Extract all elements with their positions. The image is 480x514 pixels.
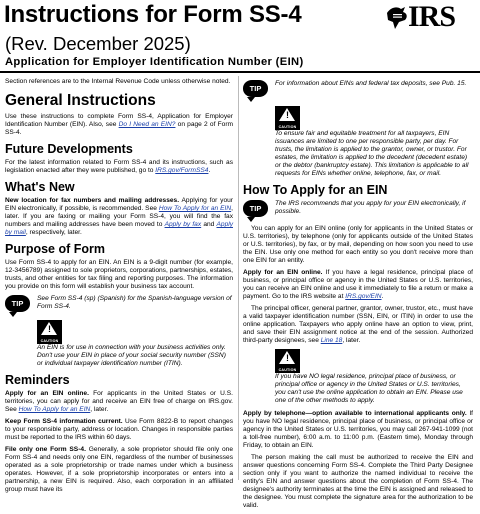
header-divider — [0, 71, 480, 73]
caution-label: CAUTION — [278, 368, 297, 372]
page-title: Instructions for Form SS-4 — [4, 1, 302, 28]
caution-icon: ! CAUTION — [37, 320, 62, 344]
whats-new-heading: What's New — [5, 180, 75, 194]
tip-text: For information about EINs and federal tax deposits, see Pub. 15. — [275, 80, 467, 87]
caution-icon: ! CAUTION — [275, 349, 300, 373]
tip-badge-label: TIP — [243, 80, 268, 97]
future-developments-text: For the latest information related to Form SS-4 and its instructions, such as legislation enacted after they were published, go to IRS.gov/FormSS4. — [5, 159, 233, 174]
caution-icon: ! CAUTION — [275, 106, 300, 130]
form-subtitle: Application for Employer Identification Number (EIN) — [5, 56, 304, 68]
tip-badge-label: TIP — [243, 200, 268, 217]
tip-icon — [5, 295, 30, 317]
caution-callout — [5, 320, 233, 368]
caution-label: CAUTION — [40, 339, 59, 343]
irs-formss4-link[interactable]: IRS.gov/FormSS4 — [155, 167, 209, 174]
apply-by-fax-link[interactable]: Apply by fax — [164, 221, 202, 228]
principal-officer-text: The principal officer, general partner, grantor, owner, trustor, etc., must have a valid taxpayer identification number (SSN, EIN, or ITIN) in order to use the online application. Taxpayers who apply online have an option to view, print, and save their EIN assignment notice at the end of the session. Authorized third-party designees, see Line 18, later. — [243, 305, 473, 344]
apply-online-text: Apply for an EIN online. If you have a legal residence, principal place of business, or principal office or agency in the United States or U.S. territories, you can receive an EIN online and use it immediately to file a return or make a payment. Go to the IRS website at IRS.gov/EIN. — [243, 269, 473, 300]
person-making-call-text: The person making the call must be authorized to receive the EIN and answer questions concerning Form SS-4. Complete the Third Party Designee section only if you want to authorize the named individual to receive the entity's EIN and answer questions about the completion of Form SS-4. The designee's authority terminates at the time the EIN is assigned and released to the designee. You must complete the signature area for the authorization to be valid. — [243, 454, 473, 509]
tip-icon — [243, 80, 268, 102]
do-i-need-ein-link[interactable]: Do I Need an EIN? — [118, 121, 176, 128]
revision-date: (Rev. December 2025) — [5, 33, 191, 54]
future-developments-heading: Future Developments — [5, 142, 133, 156]
caution-text: To ensure fair and equitable treatment for all taxpayers, EIN issuances are limited to one per responsible party, per day. For trusts, the limitation is applied to the grantor, owner, or trustor. For estates, the limitation is applied to the decedent (decedent estate) or the debtor (bankruptcy estate). This limitation is applicable to all requests for EINs whether online, telephone, fax, or mail. — [275, 130, 469, 177]
how-to-apply-link[interactable]: How To Apply for an EIN — [158, 205, 232, 212]
caution-text: An EIN is for use in connection with your business activities only. Don't use your EIN in place of your social security number (SSN) or individual taxpayer identification number (ITIN). — [37, 344, 226, 367]
reminder-file-one: File only one Form SS-4. Generally, a sole proprietor should file only one Form SS-4 and needs only one EIN, regardless of the number of businesses operated as a sole proprietorship or trade names under which a business operates. However, if a sole proprietorship incorporates or enters into a partnership, a new EIN is required. Also, each corporation in an affiliated group must have its — [5, 446, 233, 493]
tip-badge-label: TIP — [5, 295, 30, 312]
how-to-apply-link-2[interactable]: How To Apply for an EIN — [18, 406, 91, 413]
tip-text: See Form SS-4 (sp) (Spanish) for the Spanish-language version of Form SS-4. — [37, 295, 232, 310]
reminders-heading: Reminders — [5, 373, 70, 387]
reminder-keep-current: Keep Form SS-4 information current. Use Form 8822-B to report changes to your responsible party, address or location. Changes in responsible parties must be reported to the IRS within 60 days. — [5, 418, 233, 441]
apply-by-telephone-text: Apply by telephone—option available to international applicants only. If you have NO legal residence, principal place of business, or principal office or agency in the United States or U.S. territories, you may call 267-941-1099 (not a toll-free number), 6:00 a.m. to 11:00 p.m. (Eastern time), Monday through Friday, to obtain an EIN. — [243, 410, 473, 449]
tip-callout-2 — [243, 80, 473, 100]
tip-icon — [243, 200, 268, 222]
apply-by-mail-link[interactable]: Apply by mail — [5, 221, 233, 236]
how-to-apply-text: You can apply for an EIN online (only for applicants in the United States or U.S. territories), by telephone (only for applicants outside of the United States or U.S. territories), by fax, or by mail, depending on how soon you need to use the EIN. Use only one method for each entity so you don't receive more than one EIN for an entity. — [243, 225, 473, 264]
general-instructions-heading: General Instructions — [5, 92, 156, 109]
caution-callout-2 — [243, 106, 473, 178]
purpose-heading: Purpose of Form — [5, 242, 106, 256]
left-column — [5, 78, 233, 498]
right-column — [243, 78, 473, 514]
whats-new-text: New location for fax numbers and mailing addresses. Applying for your EIN electronically, if possible, is recommended. See How To Apply for an EIN, later. If you are faxing or mailing your Form SS-4, you will find the fax numbers and mailing addresses have been moved to Apply by fax and Apply by mail, respectively, later. — [5, 197, 233, 236]
intro-note: Section references are to the Internal Revenue Code unless otherwise noted. — [5, 78, 231, 85]
irs-ein-link[interactable]: IRS.gov/EIN — [345, 293, 382, 300]
irs-logo-text: IRS — [408, 0, 456, 33]
tip-callout — [5, 295, 233, 315]
caution-callout-3 — [243, 349, 473, 405]
tip-callout-3 — [243, 200, 473, 220]
column-divider — [238, 76, 239, 480]
reminder-apply-online: Apply for an EIN online. For applicants in the United States or U.S. territories, you can apply for and receive an EIN free of charge on IRS.gov. See How To Apply for an EIN, later. — [5, 390, 233, 413]
tip-text: The IRS recommends that you apply for your EIN electronically, if possible. — [275, 200, 466, 215]
how-to-apply-heading: How To Apply for an EIN — [243, 183, 388, 197]
general-instructions-text: Use these instructions to complete Form SS-4, Application for Employer Identification Number (EIN). Also, see Do I Need an EIN? on page 2 of Form SS-4. — [5, 113, 234, 136]
line-18-link[interactable]: Line 18 — [320, 337, 343, 344]
caution-text: If you have NO legal residence, principal place of business, or principal office or agency in the United States or U.S. territories, you can't use the online application to obtain an EIN. Please use one of the other methods to apply. — [275, 373, 463, 404]
purpose-text: Use Form SS-4 to apply for an EIN. An EIN is a 9-digit number (for example, 12-3456789) assigned to sole proprietors, corporations, partnerships, estates, trusts, and other entities for tax filing and reporting purposes. The information you provide on this form will establish your business tax account. — [5, 259, 233, 290]
caution-label: CAUTION — [278, 125, 297, 129]
